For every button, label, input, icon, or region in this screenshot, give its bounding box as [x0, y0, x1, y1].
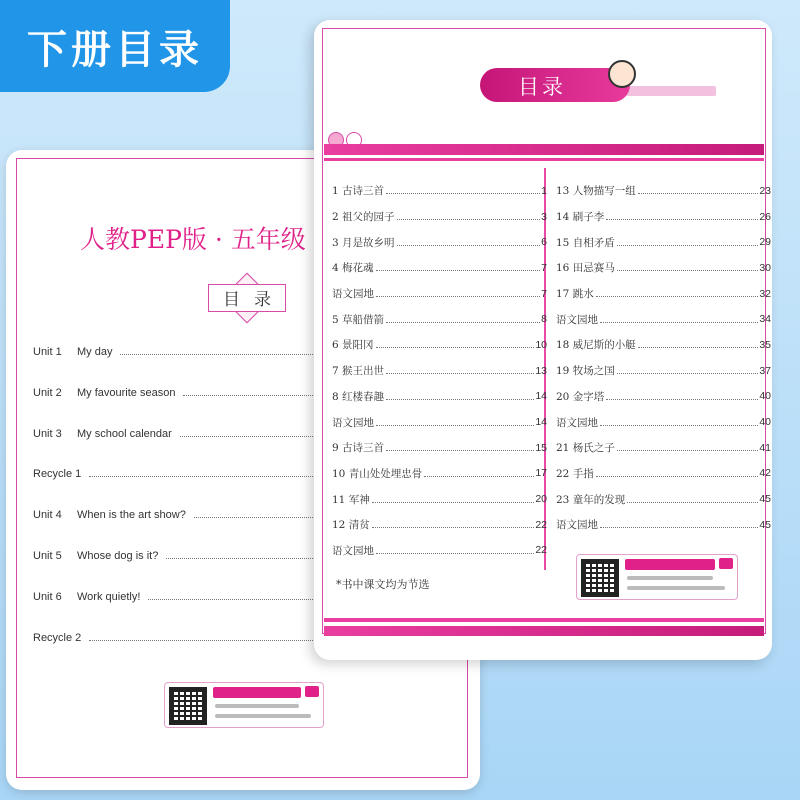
- unit-name: My day: [77, 346, 113, 358]
- lesson-title: 17 跳水: [556, 288, 594, 301]
- heading-char: 目: [223, 289, 240, 310]
- qr-code-icon: [169, 687, 207, 725]
- unit-number: Unit 2: [33, 386, 62, 399]
- leader-dots: [386, 393, 534, 400]
- mascot-icon: [608, 60, 636, 88]
- unit-number: Unit 3: [33, 427, 62, 440]
- lesson-page: 37: [759, 364, 771, 377]
- leader-dots: [376, 264, 541, 271]
- leader-dots: [617, 264, 759, 271]
- lesson-title: 9 古诗三首: [332, 442, 385, 455]
- lesson-row: [332, 358, 547, 384]
- leader-dots: [89, 632, 323, 641]
- lesson-row: [556, 486, 771, 512]
- lesson-title: 14 刷子李: [556, 211, 605, 224]
- lesson-title: 15 自相矛盾: [556, 236, 615, 249]
- lesson-page: 45: [759, 493, 771, 506]
- leader-dots: [638, 187, 759, 194]
- lesson-page: 23: [759, 184, 771, 197]
- lesson-page: 40: [759, 416, 771, 429]
- lesson-row: [332, 229, 547, 255]
- lesson-title: 16 田忌赛马: [556, 262, 615, 275]
- unit-row: [33, 591, 323, 632]
- lesson-title: 10 青山处处埋忠骨: [332, 467, 423, 480]
- unit-name: My favourite season: [77, 386, 176, 399]
- lesson-row: [332, 306, 547, 332]
- unit-row: [33, 550, 323, 591]
- lesson-page: 7: [541, 287, 547, 300]
- lesson-page: 26: [759, 210, 771, 223]
- lesson-row: [556, 409, 771, 435]
- leader-dots: [148, 591, 323, 600]
- lesson-page: 35: [759, 338, 771, 351]
- lesson-page: 14: [535, 416, 547, 429]
- lesson-title: 5 草船借箭: [332, 313, 385, 326]
- qr-promo-box: [576, 554, 738, 600]
- lesson-row: [556, 332, 771, 358]
- unit-row: [33, 387, 323, 428]
- lesson-title: 18 威尼斯的小艇: [556, 339, 636, 352]
- lesson-page: 15: [535, 441, 547, 454]
- lesson-row: [332, 384, 547, 410]
- leader-dots: [120, 346, 323, 355]
- heading-ribbon: [626, 86, 716, 96]
- heading-box: [208, 284, 286, 312]
- unit-number: Unit 1: [33, 346, 62, 358]
- unit-name: Work quietly!: [77, 590, 141, 603]
- leader-dots: [376, 341, 535, 348]
- lesson-title: 22 手指: [556, 467, 594, 480]
- lesson-page: 6: [541, 236, 547, 249]
- lesson-page: 22: [535, 544, 547, 557]
- qr-promo-box: [164, 682, 324, 728]
- lesson-list-left: [332, 178, 547, 563]
- lesson-row: [556, 306, 771, 332]
- unit-name: My school calendar: [77, 427, 172, 440]
- unit-number: Unit 4: [33, 509, 62, 522]
- lesson-row: [556, 435, 771, 461]
- unit-row: [33, 346, 323, 387]
- leader-dots: [376, 290, 540, 297]
- leader-dots: [600, 419, 758, 426]
- chinese-contents-page: [314, 20, 772, 660]
- lesson-row: [556, 255, 771, 281]
- unit-number: Unit 5: [33, 549, 62, 562]
- leader-dots: [386, 187, 540, 194]
- unit-number: Unit 6: [33, 590, 62, 603]
- lesson-row: [332, 255, 547, 281]
- lesson-page: 42: [759, 467, 771, 480]
- leader-dots: [638, 341, 759, 348]
- footer-band: [324, 626, 764, 636]
- leader-dots: [386, 367, 534, 374]
- section-tag-label: 下册目录: [27, 26, 203, 73]
- english-unit-list: [33, 346, 323, 672]
- promo-bar: [213, 687, 301, 698]
- lesson-page: 14: [535, 390, 547, 403]
- lesson-row: [332, 538, 547, 564]
- lesson-page: 20: [535, 493, 547, 506]
- lesson-title: 3 月是故乡明: [332, 236, 395, 249]
- leader-dots: [397, 213, 541, 220]
- unit-name: Whose dog is it?: [77, 549, 159, 562]
- english-page-title: 人教PEP版 · 五年级: [80, 225, 306, 254]
- lesson-row: [332, 204, 547, 230]
- unit-row: [33, 509, 323, 550]
- lesson-title: 8 红楼春趣: [332, 390, 385, 403]
- header-rule: [324, 158, 764, 161]
- leader-dots: [606, 393, 758, 400]
- lesson-row: [556, 204, 771, 230]
- lesson-row: [556, 229, 771, 255]
- promo-bar: [625, 559, 715, 570]
- leader-dots: [617, 444, 759, 451]
- unit-row: [33, 468, 323, 509]
- promo-line: [215, 704, 299, 708]
- lesson-title: 语文园地: [332, 416, 374, 429]
- lesson-list-right: [556, 178, 771, 538]
- lesson-title: 语文园地: [332, 288, 374, 301]
- lesson-page: 7: [541, 261, 547, 274]
- footer-rule: [324, 618, 764, 622]
- lesson-page: 45: [759, 518, 771, 531]
- lesson-title: 语文园地: [556, 313, 598, 326]
- lesson-title: 11 军神: [332, 493, 370, 506]
- unit-row: [33, 632, 323, 673]
- lesson-title: 6 景阳冈: [332, 339, 374, 352]
- lesson-row: [556, 512, 771, 538]
- leader-dots: [397, 239, 541, 246]
- lesson-page: 32: [759, 287, 771, 300]
- lesson-row: [556, 358, 771, 384]
- promo-line: [627, 576, 713, 580]
- lesson-row: [556, 384, 771, 410]
- lesson-title: 语文园地: [556, 416, 598, 429]
- book-icon: [305, 686, 319, 697]
- leader-dots: [617, 239, 759, 246]
- lesson-page: 30: [759, 261, 771, 274]
- leader-dots: [617, 367, 759, 374]
- lesson-page: 17: [535, 467, 547, 480]
- lesson-page: 22: [535, 518, 547, 531]
- unit-row: [33, 428, 323, 469]
- lesson-page: 13: [535, 364, 547, 377]
- lesson-page: 34: [759, 313, 771, 326]
- leader-dots: [89, 468, 323, 477]
- lesson-row: [556, 178, 771, 204]
- lesson-page: 3: [541, 210, 547, 223]
- lesson-title: 12 清贫: [332, 519, 370, 532]
- lesson-row: [332, 486, 547, 512]
- excerpt-note: *书中课文均为节选: [336, 578, 430, 591]
- lesson-title: 4 梅花魂: [332, 262, 374, 275]
- lesson-row: [556, 461, 771, 487]
- lesson-title: 语文园地: [556, 519, 598, 532]
- heading-char: 录: [254, 289, 271, 310]
- section-tag: [0, 0, 230, 92]
- qr-code-icon: [581, 559, 619, 597]
- leader-dots: [194, 509, 323, 518]
- english-contents-heading: [208, 280, 286, 314]
- leader-dots: [183, 387, 323, 396]
- leader-dots: [166, 550, 323, 559]
- lesson-row: [332, 178, 547, 204]
- lesson-page: 1: [541, 184, 547, 197]
- header-band: [324, 144, 764, 155]
- leader-dots: [376, 547, 534, 554]
- leader-dots: [606, 213, 758, 220]
- unit-number: Recycle 2: [33, 631, 82, 644]
- book-icon: [719, 558, 733, 569]
- lesson-row: [556, 281, 771, 307]
- lesson-page: 8: [541, 313, 547, 326]
- leader-dots: [600, 521, 758, 528]
- lesson-page: 41: [759, 441, 771, 454]
- leader-dots: [372, 496, 535, 503]
- leader-dots: [424, 470, 534, 477]
- lesson-title: 19 牧场之国: [556, 365, 615, 378]
- lesson-page: 40: [759, 390, 771, 403]
- lesson-title: 1 古诗三首: [332, 185, 385, 198]
- lesson-page: 10: [535, 338, 547, 351]
- lesson-page: 29: [759, 236, 771, 249]
- leader-dots: [596, 470, 759, 477]
- leader-dots: [376, 419, 534, 426]
- lesson-row: [332, 281, 547, 307]
- lesson-row: [332, 409, 547, 435]
- leader-dots: [627, 496, 758, 503]
- lesson-row: [332, 512, 547, 538]
- lesson-title: 21 杨氏之子: [556, 442, 615, 455]
- lesson-title: 20 金字塔: [556, 390, 605, 403]
- promo-line: [215, 714, 311, 718]
- lesson-title: 7 猴王出世: [332, 365, 385, 378]
- lesson-row: [332, 461, 547, 487]
- unit-name: When is the art show?: [77, 509, 186, 522]
- heading-text: 目录: [518, 75, 566, 99]
- unit-number: Recycle 1: [33, 468, 82, 481]
- lesson-title: 23 童年的发现: [556, 493, 626, 506]
- promo-line: [627, 586, 725, 590]
- lesson-title: 语文园地: [332, 544, 374, 557]
- lesson-row: [332, 332, 547, 358]
- leader-dots: [596, 290, 759, 297]
- lesson-title: 2 祖父的园子: [332, 211, 395, 224]
- lesson-title: 13 人物描写一组: [556, 185, 636, 198]
- leader-dots: [600, 316, 758, 323]
- leader-dots: [180, 428, 323, 437]
- leader-dots: [386, 444, 534, 451]
- leader-dots: [386, 316, 540, 323]
- lesson-row: [332, 435, 547, 461]
- leader-dots: [372, 521, 535, 528]
